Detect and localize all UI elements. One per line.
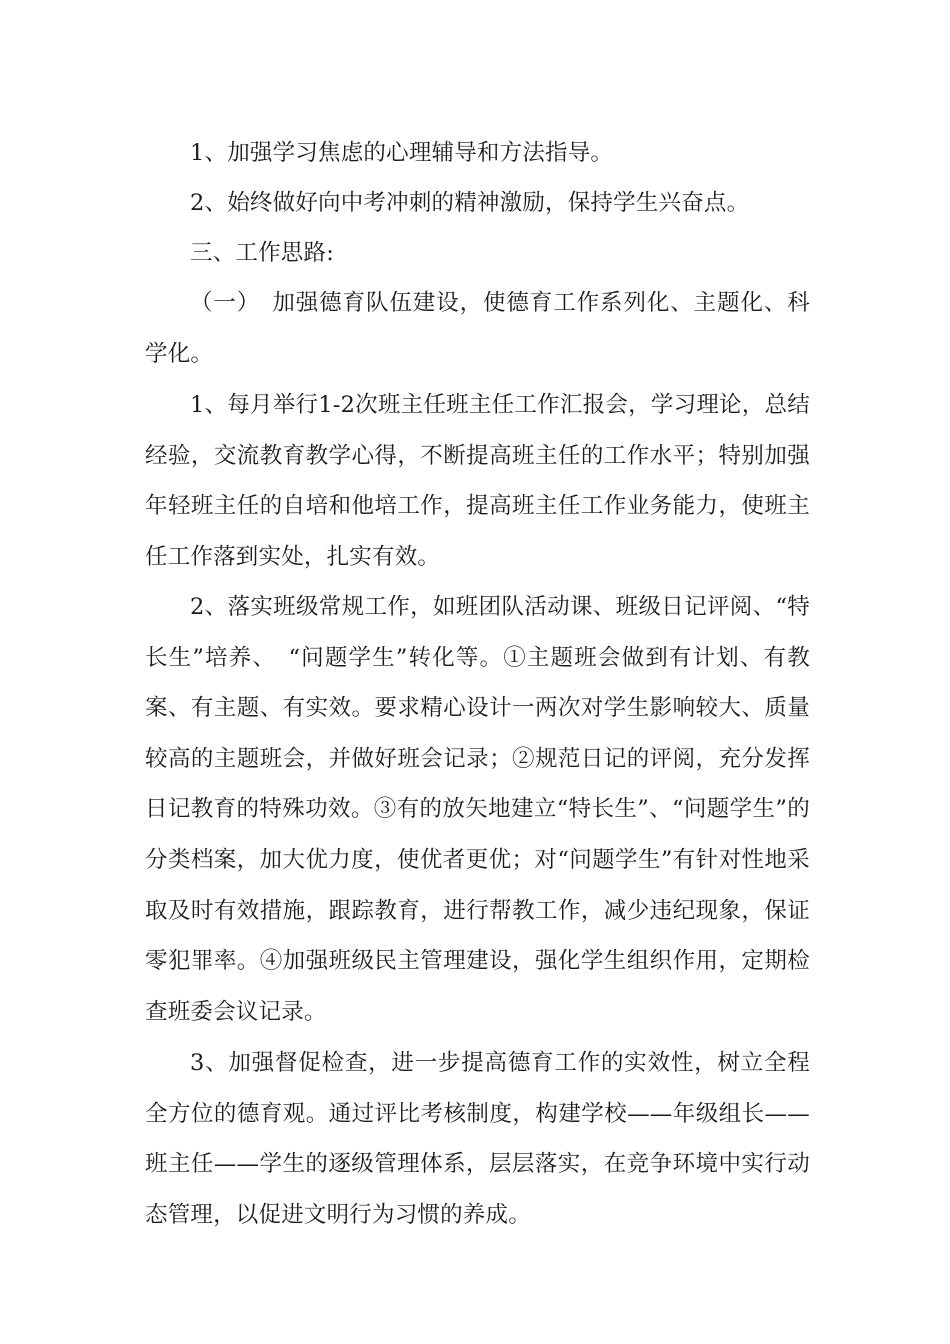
section-heading-work-ideas: 三、工作思路: — [190, 240, 334, 266]
paragraph-class-routine: 2、落实班级常规工作，如班团队活动课、班级日记评阅、“特长生”培养、 “问题学生”转化等。①主题班会做到有计划、有教案、有主题、有实效。要求精心设计一两次对学生影响较大、质量较高的主题班会，并做好班会记录；②规范日记的评阅，充分发挥日记教育的特殊功效。③有的放矢地建立“特长生”、“问题学生”的分类档案，加大优力度，使优者更优；对“问题学生”有针对性地采取及时有效措施，跟踪教育，进行帮教工作，减少违纪现象，保证零犯罪率。④加强班级民主管理建设，强化学生组织作用，定期检查班委会议记录。 — [145, 594, 810, 1025]
paragraph-anxiety-guidance: 1、加强学习焦虑的心理辅导和方法指导。 — [190, 140, 614, 166]
paragraph-supervision: 3、加强督促检查，进一步提高德育工作的实效性，树立全程全方位的德育观。通过评比考核制度，构建学校——年级组长——班主任——学生的逐级管理体系，层层落实，在竞争环境中实行动态管理，以促进文明行为习惯的养成。 — [145, 1050, 810, 1228]
paragraph-monthly-meeting: 1、每月举行1-2次班主任班主任工作汇报会，学习理论，总结经验，交流教育教学心得，不断提高班主任的工作水平；特别加强年轻班主任的自培和他培工作，提高班主任工作业务能力，使班主任工作落到实处，扎实有效。 — [145, 392, 810, 570]
subsection-heading-team-building: （一） 加强德育队伍建设，使德育工作系列化、主题化、科学化。 — [145, 290, 810, 367]
paragraph-motivation: 2、始终做好向中考冲刺的精神激励，保持学生兴奋点。 — [190, 190, 750, 216]
